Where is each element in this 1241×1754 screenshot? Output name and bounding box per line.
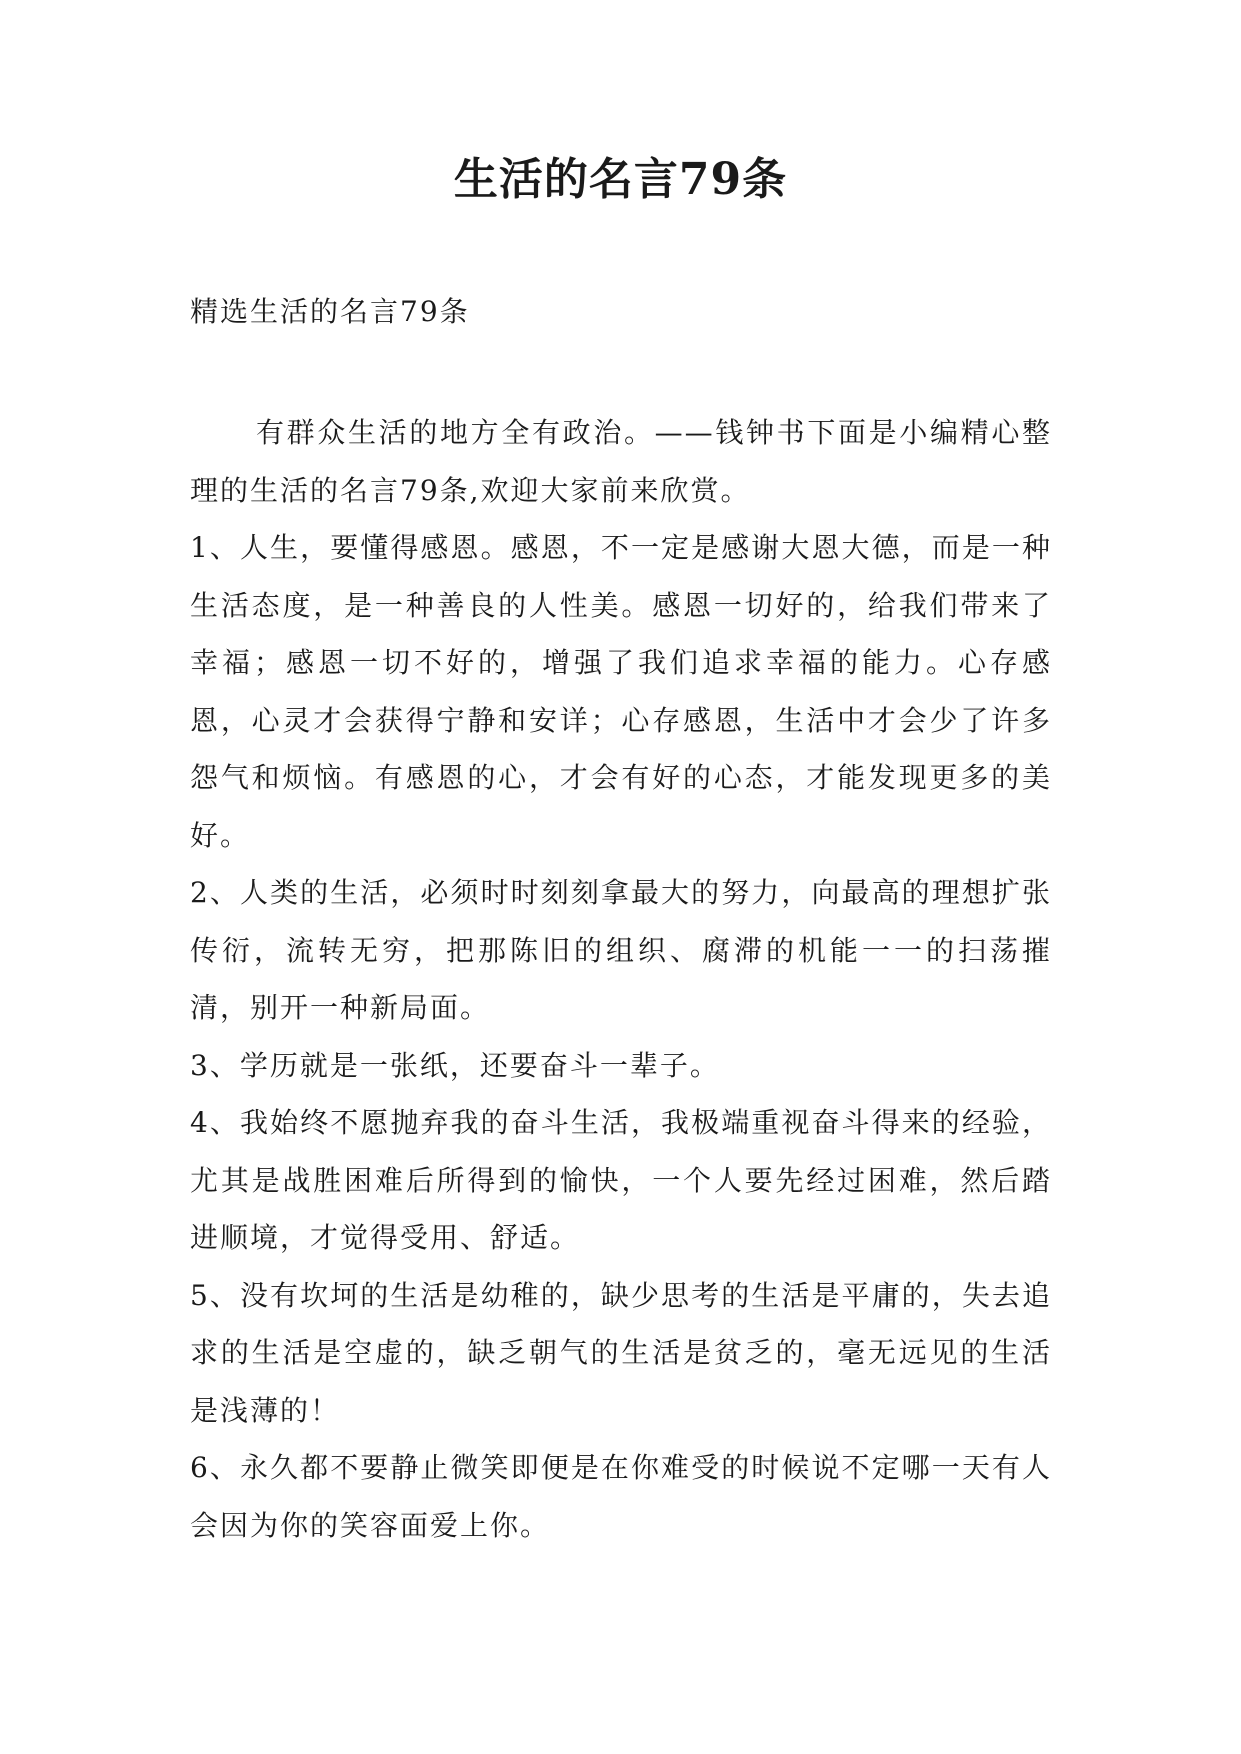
intro-paragraph: 有群众生活的地方全有政治。——钱钟书下面是小编精心整理的生活的名言79条,欢迎大家前来欣赏。 xyxy=(190,416,1052,507)
document-subtitle: 精选生活的名言79条 xyxy=(190,295,470,328)
quote-paragraph: 3、学历就是一张纸，还要奋斗一辈子。 xyxy=(190,1048,720,1082)
quote-paragraph: 1、人生，要懂得感恩。感恩，不一定是感谢大恩大德，而是一种生活态度，是一种善良的人性美。感恩一切好的，给我们带来了幸福；感恩一切不好的，增强了我们追求幸福的能力。心存感恩，心灵才会获得宁静和安详；心存感恩，生活中才会少了许多怨气和烦恼。有感恩的心，才会有好的心态，才能发现更多的美好。 xyxy=(190,531,1052,852)
document-body xyxy=(190,404,1052,1554)
quote-paragraph: 2、人类的生活，必须时时刻刻拿最大的努力，向最高的理想扩张传衍，流转无穷，把那陈旧的组织、腐滞的机能一一的扫荡摧清，别开一种新局面。 xyxy=(190,876,1052,1024)
quote-paragraph: 5、没有坎坷的生活是幼稚的，缺少思考的生活是平庸的，失去追求的生活是空虚的，缺乏朝气的生活是贫乏的，毫无远见的生活是浅薄的！ xyxy=(190,1278,1052,1427)
document-title: 生活的名言79条 xyxy=(453,154,788,205)
quote-paragraph: 6、永久都不要静止微笑即便是在你难受的时候说不定哪一天有人会因为你的笑容面爱上你。 xyxy=(190,1451,1052,1542)
quote-paragraph: 4、我始终不愿抛弃我的奋斗生活，我极端重视奋斗得来的经验，尤其是战胜困难后所得到的愉快，一个人要先经过困难，然后踏进顺境，才觉得受用、舒适。 xyxy=(190,1106,1052,1254)
